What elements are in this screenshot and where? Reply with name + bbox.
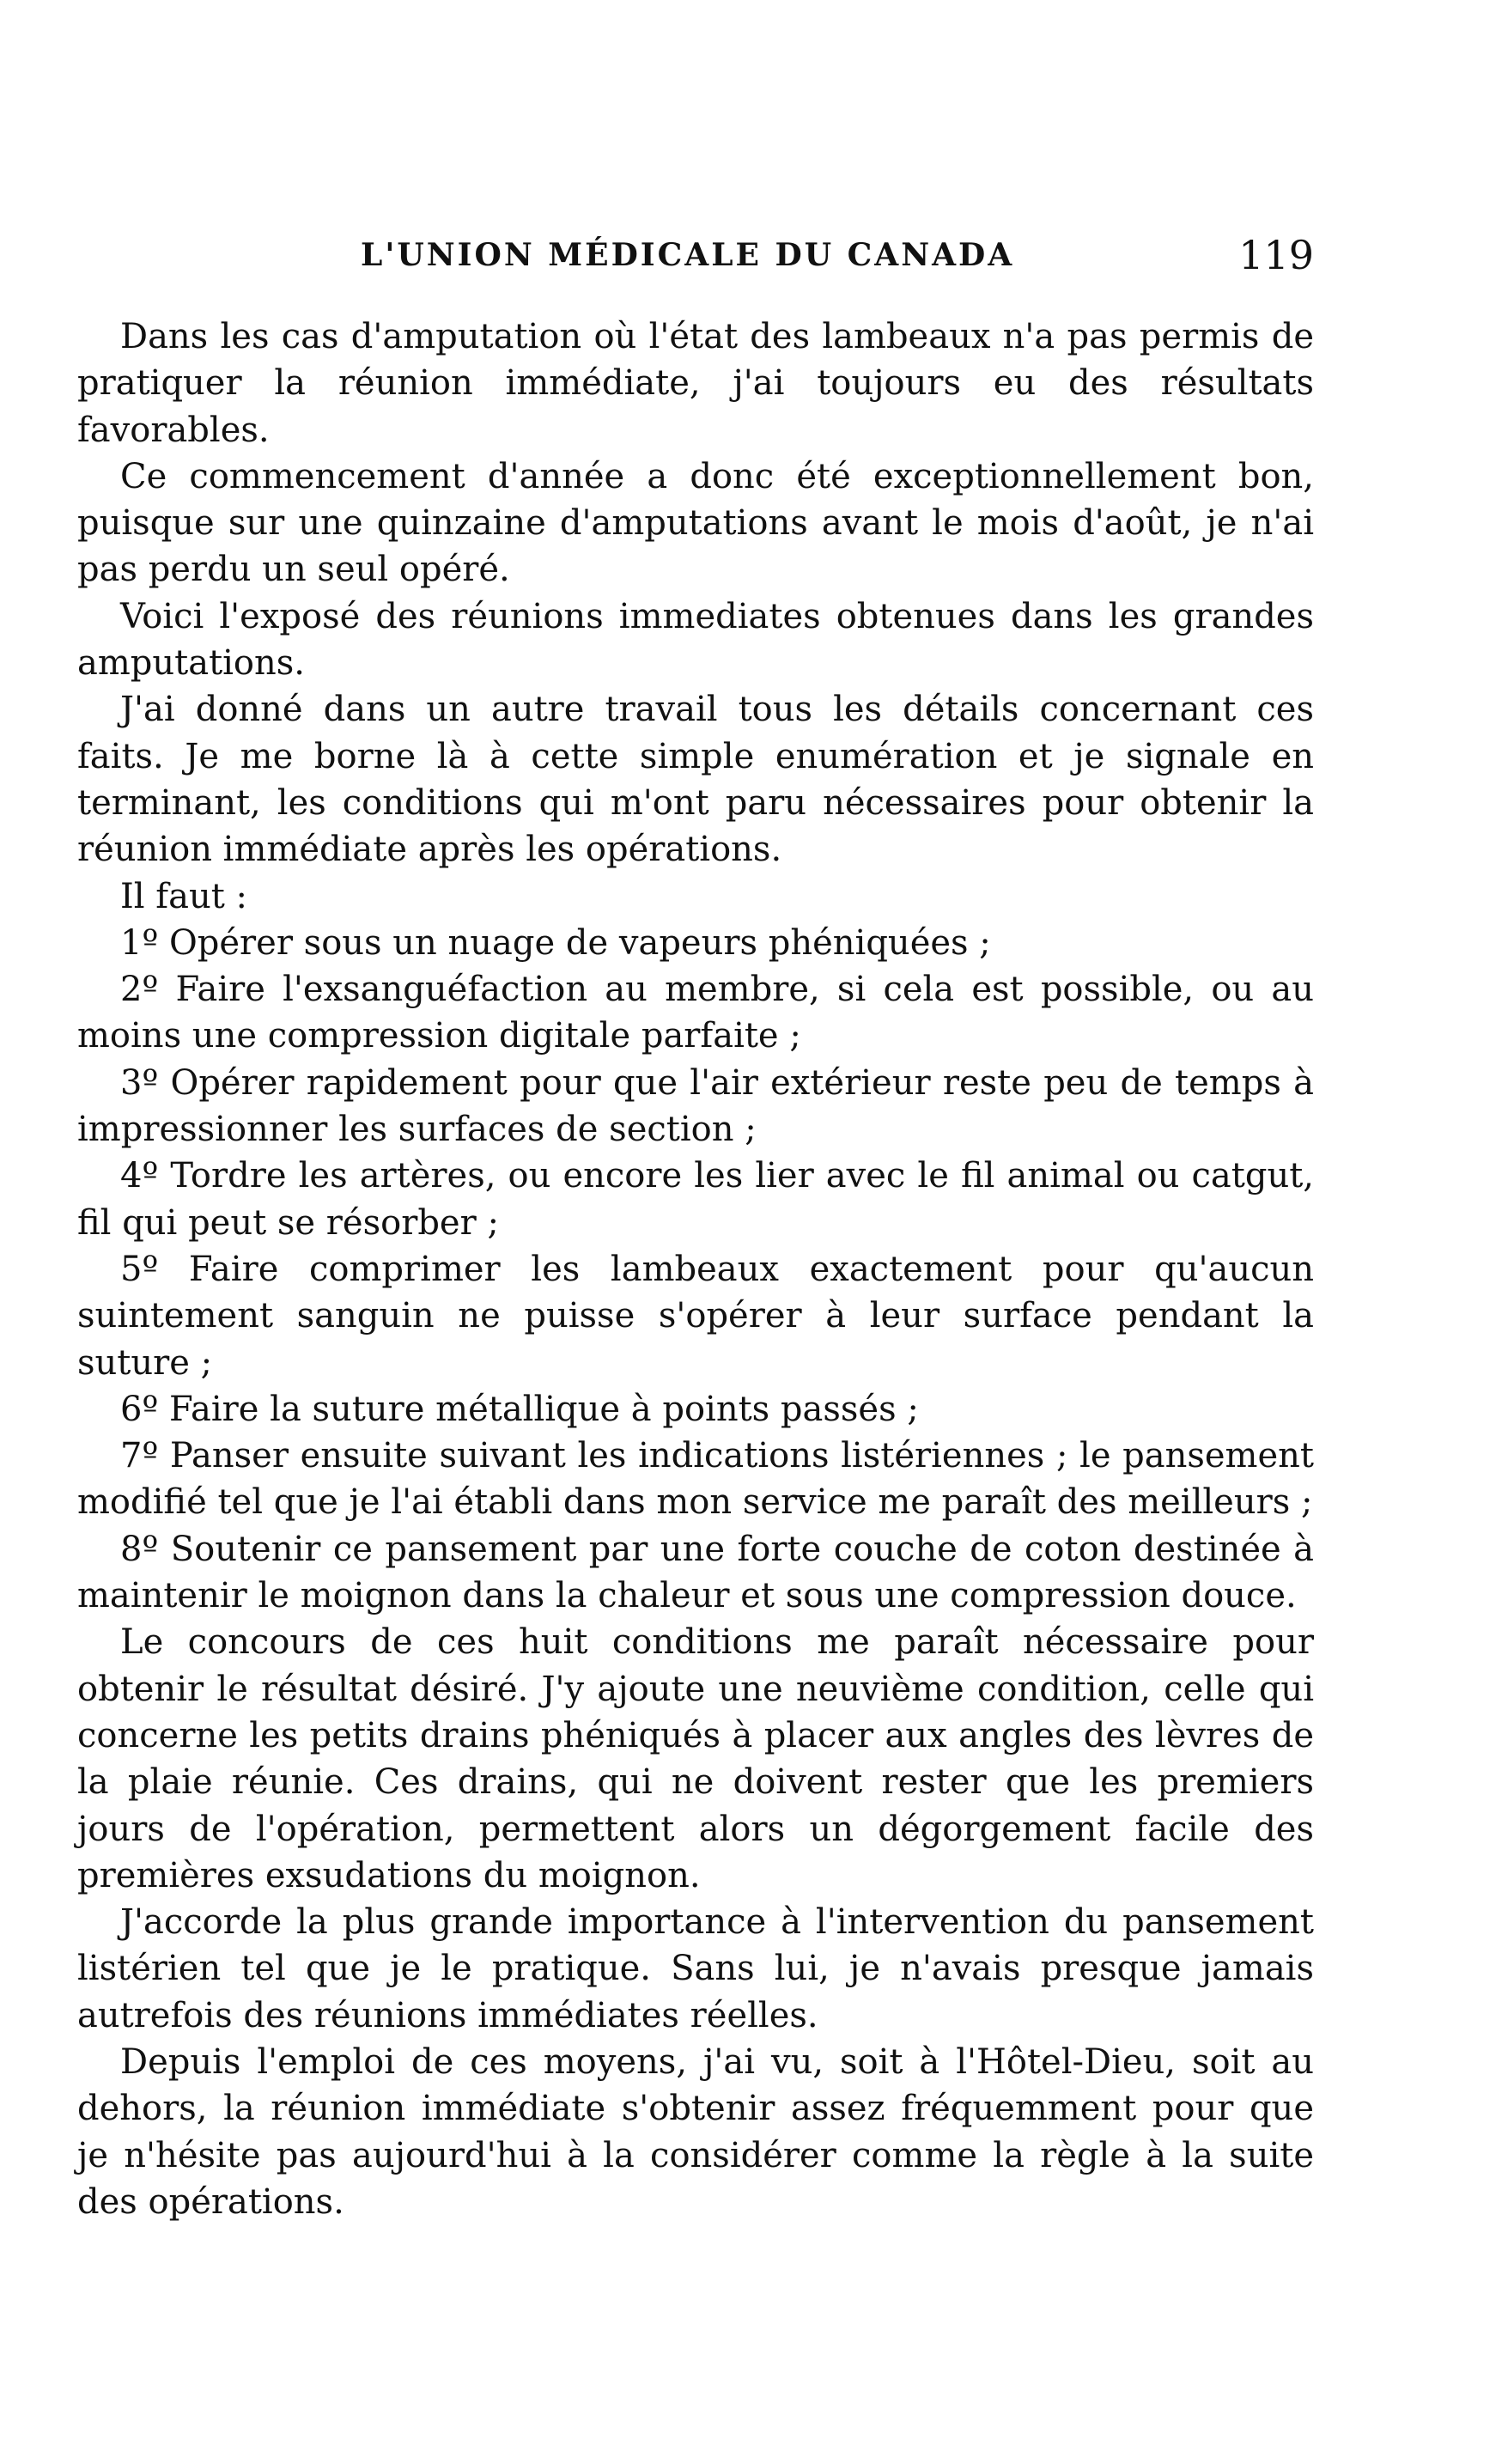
running-head <box>77 232 1314 283</box>
list-item: 8º Soutenir ce pansement par une forte couche de coton destinée à maintenir le moignon dans la chaleur et sous une compression douce. <box>77 1529 1314 1616</box>
journal-title: L'UNION MÉDICALE DU CANADA <box>361 237 1015 273</box>
paragraph: Depuis l'emploi de ces moyens, j'ai vu, soit à l'Hôtel-Dieu, soit au dehors, la réunion immédiate s'obtenir assez fréquemment pour que je n'hésite pas aujourd'hui à la considérer comme la règle à la suite des opérations. <box>77 2041 1314 2222</box>
paragraph: Le concours de ces huit conditions me paraît nécessaire pour obtenir le résultat désiré. J'y ajoute une neuvième condition, celle qui concerne les petits drains phéniqués à placer aux angles des lèvres de la plaie réunie. Ces drains, qui ne doivent rester que les premiers jours de l'opération, permettent alors un dégorgement facile des premières exsudations du moignon. <box>77 1622 1314 1895</box>
body-text <box>77 313 1314 2225</box>
list-item: 2º Faire l'exsanguéfaction au membre, si cela est possible, ou au moins une compression digitale parfaite ; <box>77 970 1314 1056</box>
paragraph: Dans les cas d'amputation où l'état des lambeaux n'a pas permis de pratiquer la réunion immédiate, j'ai toujours eu des résultats favorables. <box>77 317 1314 450</box>
list-item: 6º Faire la suture métallique à points passés ; <box>120 1389 919 1429</box>
list-item: 4º Tordre les artères, ou encore les lier avec le fil animal ou catgut, fil qui peut se résorber ; <box>77 1156 1314 1243</box>
list-item: 3º Opérer rapidement pour que l'air extérieur reste peu de temps à impressionner les surfaces de section ; <box>77 1062 1314 1150</box>
paragraph: Ce commencement d'année a donc été exceptionnellement bon, puisque sur une quinzaine d'amputations avant le mois d'août, je n'ai pas perdu un seul opéré. <box>77 456 1314 590</box>
list-item: 7º Panser ensuite suivant les indications listériennes ; le pansement modifié tel que je l'ai établi dans mon service me paraît des meilleurs ; <box>77 1436 1314 1523</box>
paragraph: J'ai donné dans un autre travail tous les détails concernant ces faits. Je me borne là à cette simple enumération et je signale en terminant, les conditions qui m'ont paru nécessaires pour obtenir la réunion immédiate après les opérations. <box>77 690 1314 870</box>
paragraph: Voici l'exposé des réunions immediates obtenues dans les grandes amputations. <box>77 596 1314 684</box>
paragraph: J'accorde la plus grande importance à l'intervention du pansement listérien tel que je le pratique. Sans lui, je n'avais presque jamais autrefois des réunions immédiates réelles. <box>77 1902 1314 2035</box>
page-number: 119 <box>1238 232 1314 278</box>
list-item: 1º Opérer sous un nuage de vapeurs phéniquées ; <box>120 922 991 963</box>
list-item: 5º Faire comprimer les lambeaux exactement pour qu'aucun suintement sanguin ne puisse s'opérer à leur surface pendant la suture ; <box>77 1249 1314 1383</box>
paragraph: Il faut : <box>120 876 247 916</box>
